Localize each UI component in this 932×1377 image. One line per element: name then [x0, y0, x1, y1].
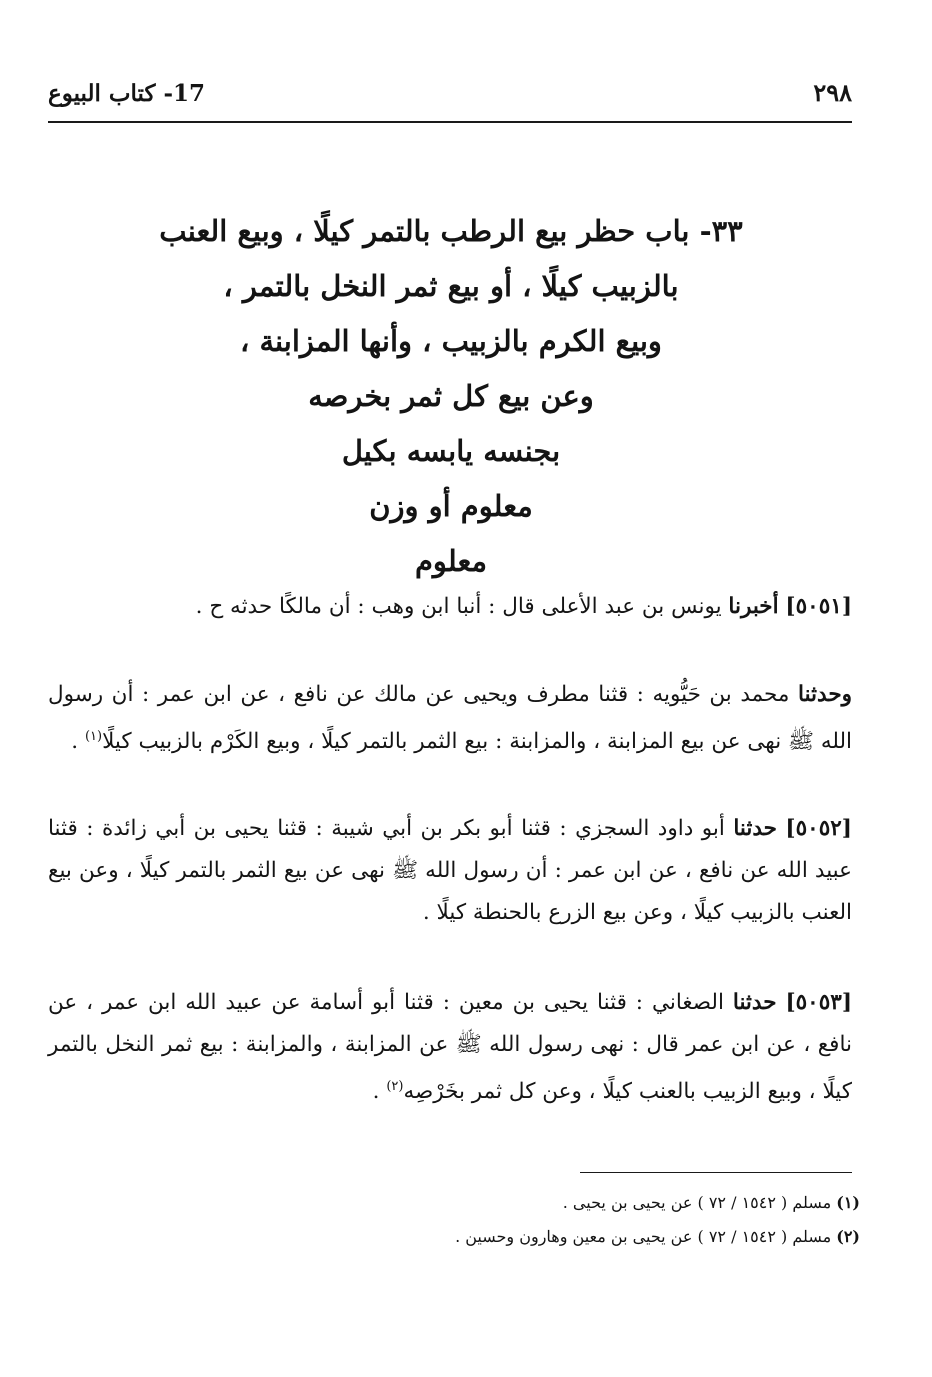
header-divider	[48, 121, 852, 123]
chapter-heading-line: ٣٣- باب حظر بيع الرطب بالتمر كيلًا ، وبيع العنب	[159, 214, 743, 248]
hadith-number: [٥٠٥١]	[785, 594, 852, 619]
footnote-reference: (٢)	[386, 1079, 404, 1094]
hadith-number: [٥٠٥٢]	[785, 816, 852, 841]
hadith-text-tail: .	[71, 729, 85, 755]
book-title: 17- كتاب البيوع	[48, 80, 206, 107]
footnote-marker: (١)	[836, 1193, 860, 1212]
footnote-divider	[580, 1172, 852, 1173]
chapter-heading	[120, 204, 782, 589]
chapter-heading-line: وبيع الكرم بالزبيب ، وأنها المزابنة ،	[240, 324, 662, 358]
hadith-lead: حدثنا	[732, 990, 777, 1015]
hadith-text: الصغاني : قثنا يحيى بن معين : قثنا أبو أسامة عن عبيد الله ابن عمر ، عن نافع ، عن ابن عمر قال : نهى رسول الله ﷺ عن المزابنة ، والمزابنة : بيع ثمر النخل بالتمر كيلًا ، وبيع الزبيب بالعنب كيلًا ، وعن كل ثمر بخَرْصِه	[48, 990, 852, 1105]
hadith-number: [٥٠٥٣]	[785, 990, 853, 1015]
hadith-lead: أخبرنا	[728, 594, 779, 619]
hadith-text: أبو داود السجزي : قثنا أبو بكر بن أبي شيبة : قثنا يحيى بن أبي زائدة : قثنا عبيد الله عن نافع ، عن ابن عمر : أن رسول الله ﷺ نهى عن بيع الثمر بالتمر كيلًا ، وعن بيع العنب بالزبيب كيلًا ، وعن بيع الزرع بالحنطة كيلًا .	[48, 816, 852, 925]
footnote-marker: (٢)	[836, 1227, 860, 1246]
hadith-lead: وحدثنا	[798, 682, 852, 707]
hadith-lead: حدثنا	[733, 816, 777, 841]
page-header	[48, 76, 852, 122]
hadith-5051-second-chain	[48, 674, 852, 763]
hadith-text: يونس بن عبد الأعلى قال : أنبا ابن وهب : أن مالكًا حدثه ح .	[195, 594, 722, 619]
footnote	[48, 1186, 860, 1220]
footnote-text: مسلم ( ١٥٤٢ / ٧٢ ) عن يحيى بن يحيى .	[562, 1193, 832, 1212]
chapter-heading-line: وعن بيع كل ثمر بخرصه	[308, 379, 594, 413]
footnote-text: مسلم ( ١٥٤٢ / ٧٢ ) عن يحيى بن معين وهارون وحسين .	[455, 1227, 832, 1246]
chapter-heading-line: معلوم	[414, 544, 488, 578]
hadith-5052	[48, 808, 852, 934]
hadith-text: محمد بن حَيُّويه : قثنا مطرف ويحيى عن مالك عن نافع ، عن ابن عمر : أن رسول الله ﷺ نهى عن بيع المزابنة ، والمزابنة : بيع الثمر بالتمر كيلًا ، وبيع الكَرْم بالزبيب كيلًا	[48, 682, 852, 755]
chapter-heading-line: بجنسه يابسه بكيل	[341, 434, 561, 468]
chapter-heading-line: معلوم أو وزن	[369, 489, 533, 523]
hadith-5053	[48, 982, 852, 1113]
chapter-heading-line: بالزبيب كيلًا ، أو بيع ثمر النخل بالتمر ،	[223, 269, 679, 303]
hadith-text-tail: .	[372, 1079, 387, 1105]
footnote-reference: (١)	[84, 729, 103, 744]
footnote	[48, 1220, 860, 1254]
hadith-5051	[48, 586, 852, 628]
footnotes	[48, 1186, 860, 1254]
page-number: ٢٩٨	[813, 78, 852, 107]
